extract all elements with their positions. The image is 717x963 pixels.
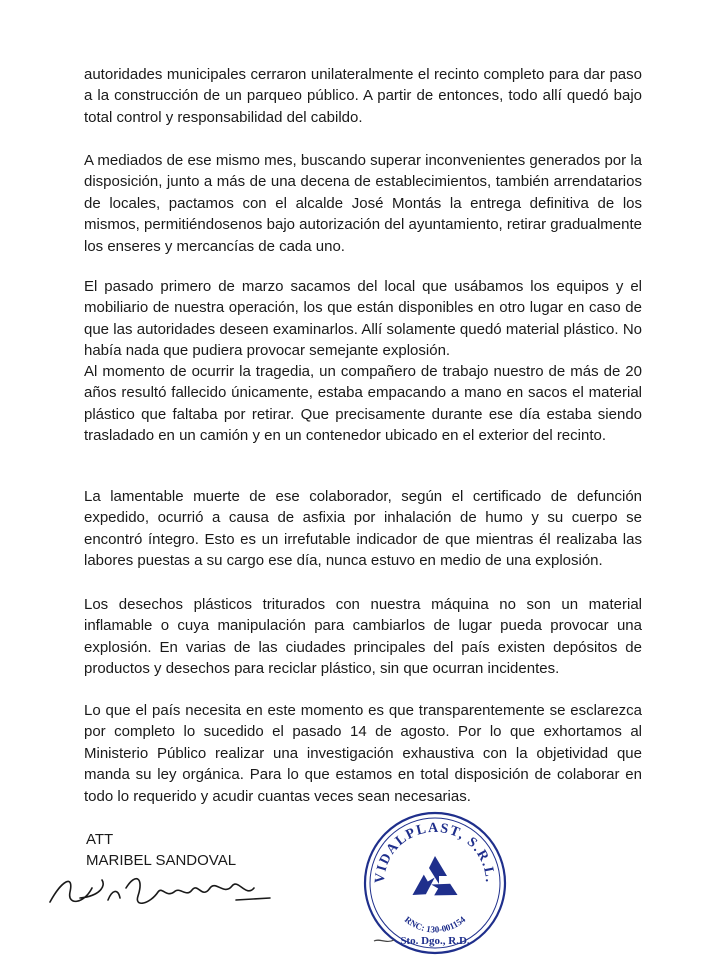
- signer-name: MARIBEL SANDOVAL: [86, 852, 237, 869]
- paragraph-7: Lo que el país necesita en este momento es que transparentemente se esclarezca por completo lo sucedido el pasado 14 de agosto. Por lo que exhortamos al Ministerio Público realizar una investigación exhaustiva con la objetividad que manda su ley orgánica. Para lo que estamos en total disposición de colaborar en todo lo requerido y acudir cuantas veces sean necesarias.: [84, 702, 642, 805]
- paragraph-2: A mediados de ese mismo mes, buscando superar inconvenientes generados por la disposición, junto a más de una decena de establecimientos, también arrendatarios de locales, pactamos con el alcalde José Montás la entrega definitiva de los mismos, permitiéndosenos bajo autorización del ayuntamiento, retirar gradualmente los enseres y mercancías de cada uno.: [84, 152, 642, 255]
- paragraph-3: El pasado primero de marzo sacamos del local que usábamos los equipos y el mobiliario de nuestra operación, los que están disponibles en otro lugar en caso de que las autoridades deseen examinarlos. Allí solamente quedó material plástico. No había nada que pudiera provocar semejante explosión.: [84, 278, 642, 360]
- paragraph-1: autoridades municipales cerraron unilateralmente el recinto completo para dar paso a la construcción de un parqueo público. A partir de entonces, todo allí quedó bajo total control y responsabilidad del cabildo.: [84, 66, 642, 126]
- signature: [40, 858, 280, 918]
- recycle-icon: [406, 856, 460, 905]
- seal-company-name: VIDALPLAST, S.R.L.: [372, 820, 498, 885]
- ink-mark: [372, 936, 396, 946]
- paragraph-5: La lamentable muerte de ese colaborador, según el certificado de defunción expedido, ocurrió a causa de asfixia por inhalación de humo y su cuerpo se encontró íntegro. Esto es un irrefutable indicador de que mientras él realizaba las labores puestas a su cargo ese día, nunca estuvo en medio de una explosión.: [84, 488, 642, 570]
- paragraph-4: Al momento de ocurrir la tragedia, un compañero de trabajo nuestro de más de 20 años resultó fallecido únicamente, estaba empacando a mano en sacos el material plástico que faltaba por retirar. Que precisamente durante ese día estaba siendo trasladado en un camión y en un contenedor ubicado en el exterior del recinto.: [84, 363, 642, 445]
- seal-rnc: RNC: 130-001154: [402, 914, 468, 935]
- closing-att: ATT: [86, 831, 114, 848]
- seal-location: Sto. Dgo., R.D.: [400, 935, 470, 947]
- paragraph-6: Los desechos plásticos triturados con nuestra máquina no son un material inflamable o cuya manipulación para cambiarlos de lugar pueda provocar una explosión. En varias de las ciudades principales del país existen depósitos de productos y desechos para reciclar plástico, sin que ocurran incidentes.: [84, 596, 642, 678]
